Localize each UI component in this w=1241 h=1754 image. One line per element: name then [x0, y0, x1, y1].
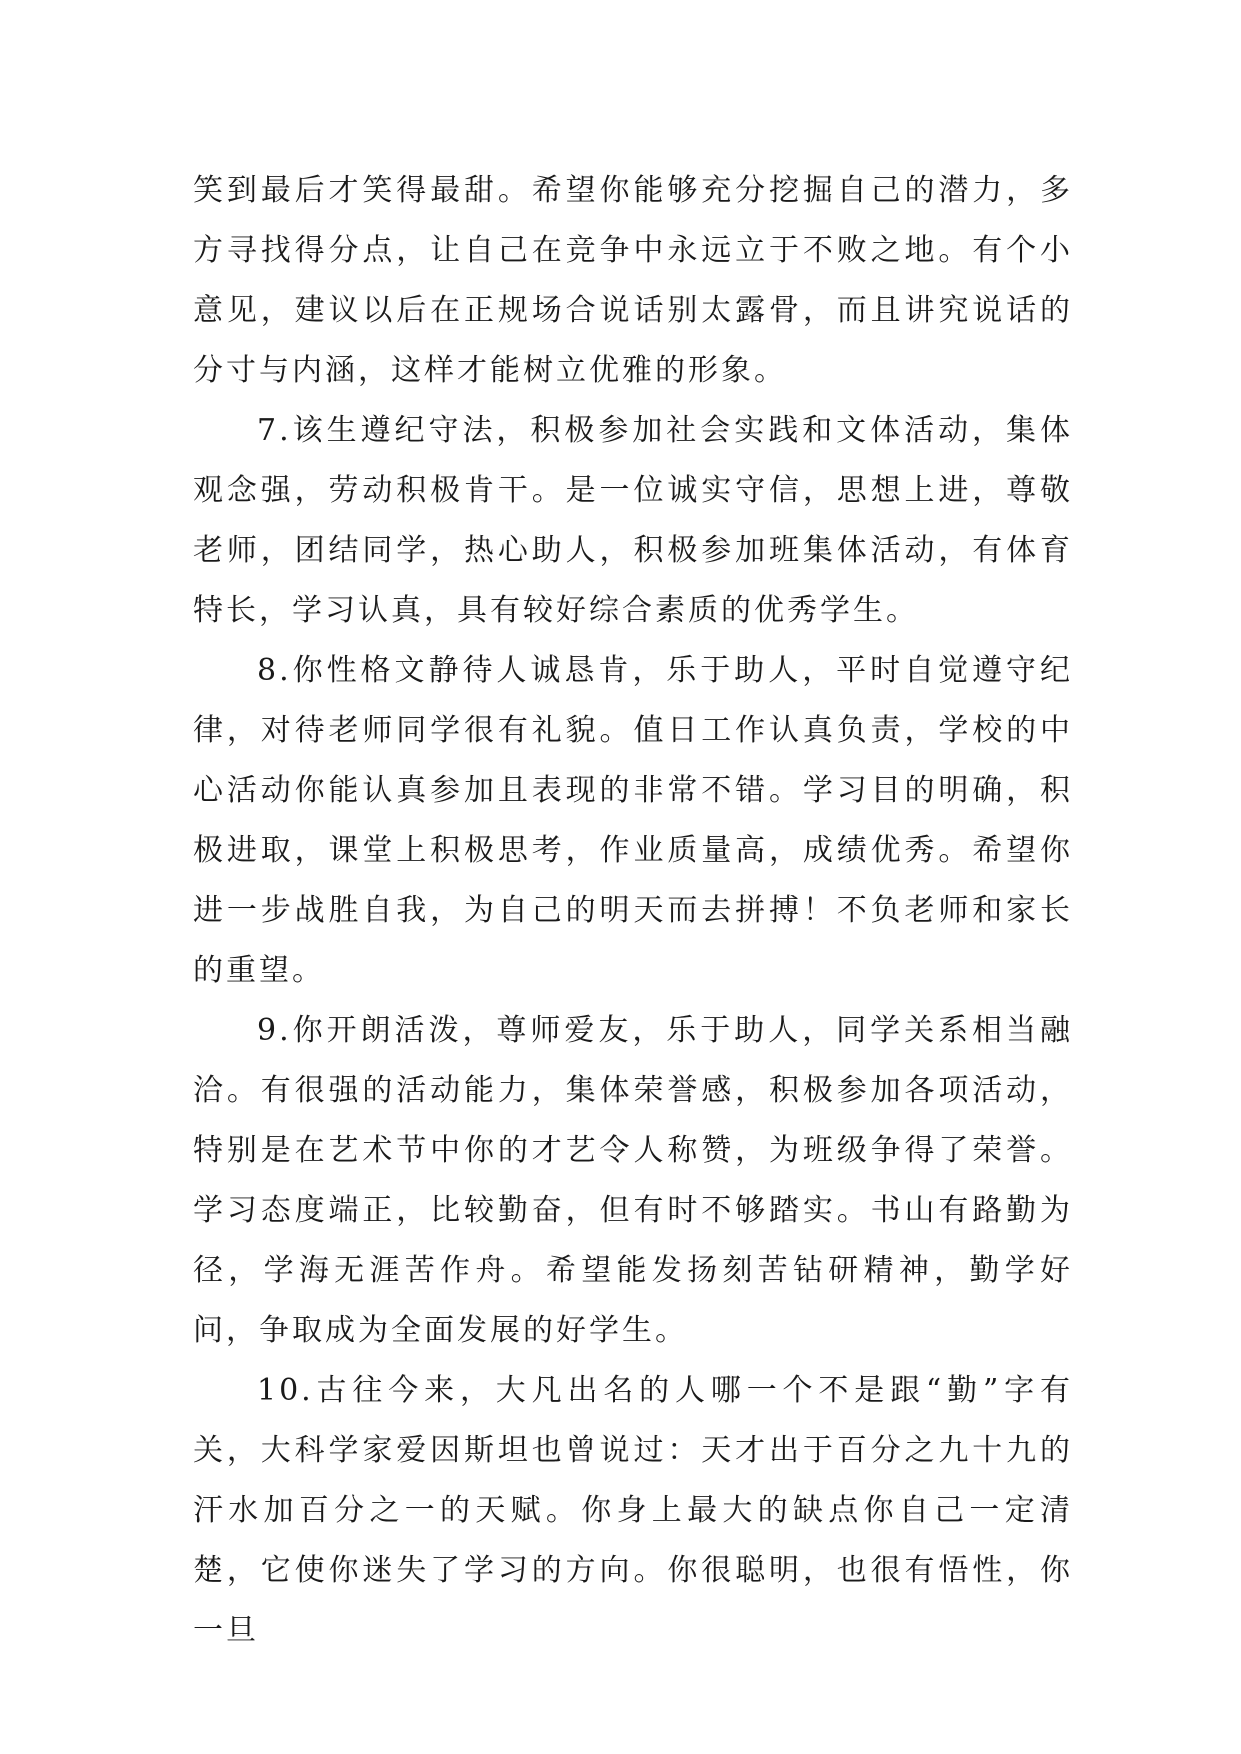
- document-body: [193, 161, 1073, 1661]
- paragraph-7: 7.该生遵纪守法，积极参加社会实践和文体活动，集体观念强，劳动积极肯干。是一位诚实守信，思想上进，尊敬老师，团结同学，热心助人，积极参加班集体活动，有体育特长，学习认真，具有较好综合素质的优秀学生。: [193, 413, 1073, 628]
- paragraph-9: 9.你开朗活泼，尊师爱友，乐于助人，同学关系相当融洽。有很强的活动能力，集体荣誉感，积极参加各项活动，特别是在艺术节中你的才艺令人称赞，为班级争得了荣誉。学习态度端正，比较勤奋，但有时不够踏实。书山有路勤为径，学海无涯苦作舟。希望能发扬刻苦钻研精神，勤学好问，争取成为全面发展的好学生。: [193, 1013, 1073, 1348]
- paragraph-8: 8.你性格文静待人诚恳肯，乐于助人，平时自觉遵守纪律，对待老师同学很有礼貌。值日工作认真负责，学校的中心活动你能认真参加且表现的非常不错。学习目的明确，积极进取，课堂上积极思考，作业质量高，成绩优秀。希望你进一步战胜自我，为自己的明天而去拼搏！不负老师和家长的重望。: [193, 653, 1073, 988]
- paragraph-continued: 笑到最后才笑得最甜。希望你能够充分挖掘自己的潜力，多方寻找得分点，让自己在竞争中永远立于不败之地。有个小意见，建议以后在正规场合说话别太露骨，而且讲究说话的分寸与内涵，这样才能树立优雅的形象。: [193, 173, 1073, 388]
- paragraph-10: 10.古往今来，大凡出名的人哪一个不是跟“勤”字有关，大科学家爱因斯坦也曾说过：天才出于百分之九十九的汗水加百分之一的天赋。你身上最大的缺点你自己一定清楚，它使你迷失了学习的方向。你很聪明，也很有悟性，你一旦: [193, 1373, 1073, 1648]
